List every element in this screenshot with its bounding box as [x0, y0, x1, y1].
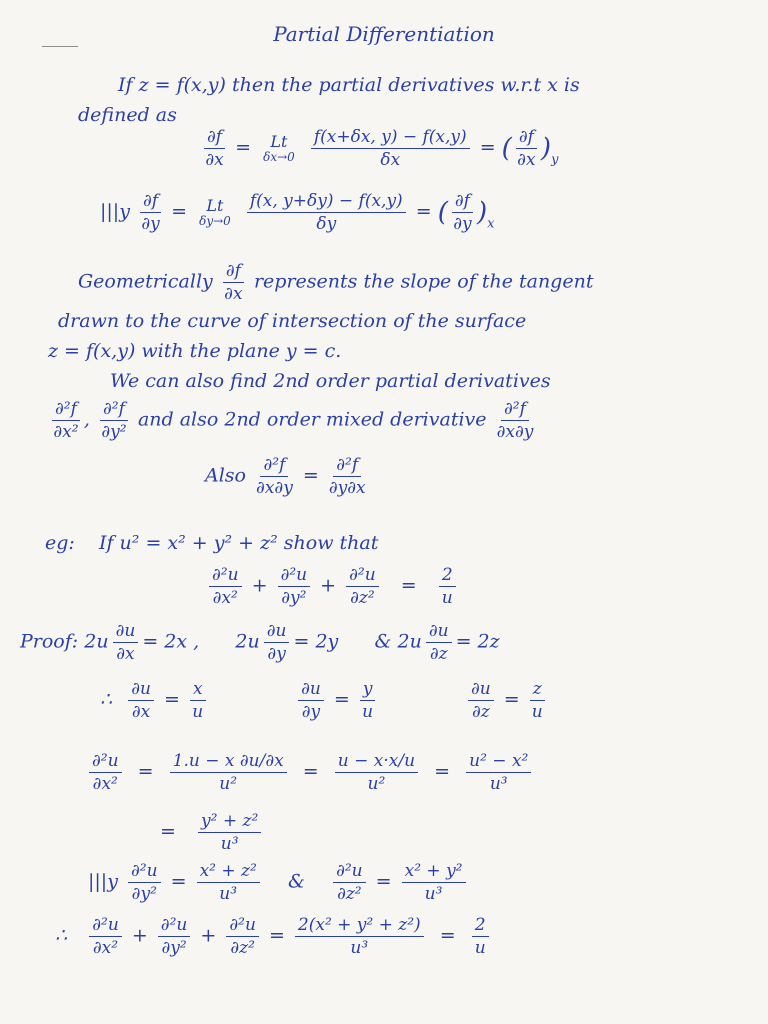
intro-line-1: If z = f(x,y) then the partial derivatives w.r.t x is	[118, 74, 580, 96]
df-dx-fraction: $\frac{\partial f}{\partial x}$	[205, 127, 224, 170]
d2f-dydx-fraction: $\frac{\text{∂²f}}{\partial y\partial x}$	[328, 455, 366, 498]
limit-operator: Lt δy→0	[199, 196, 231, 228]
df-dx-rhs: $\frac{\partial f}{\partial x}$	[517, 127, 536, 170]
definition-x: $\frac{\partial f}{\partial x}$ = Lt δx→0 $\frac{f(x+\delta x, y) - f(x,y)}{\delta x}$ = ( $\frac{\partial f}{\partial x}$ )$_y$	[205, 127, 559, 170]
d2f-dx2-fraction: $\frac{\text{∂²f}}{\text{∂x²}}$	[53, 399, 79, 442]
difference-quotient-x: $\frac{f(x+\delta x, y) - f(x,y)}{\delta x}$	[311, 128, 470, 169]
second-derivatives-yz: |||y $\frac{\text{∂²u}}{\text{∂y²}}$ = $\frac{\text{x² + z²}}{\text{u³}}$ & $\frac{\text{∂²u}}{\text{∂z²}}$ = $\frac{\text{x² + y²}}{\text{u³}}$	[88, 862, 470, 903]
quotient-step-2: $\frac{u - x\cdot x/u}{\text{u²}}$	[335, 752, 418, 793]
du-dy-fraction: $\frac{\partial u}{\partial y}$	[264, 622, 290, 663]
du-dz-fraction: $\frac{\partial u}{\partial z}$	[468, 680, 494, 721]
du-dx-fraction: $\frac{\partial u}{\partial x}$	[128, 680, 154, 721]
two-over-u-fraction: $\frac{2}{u}$	[472, 916, 489, 957]
sum-over-u3-fraction: $\frac{\text{2(x² + y² + z²)}}{\text{u³}}$	[295, 916, 424, 957]
proof-line-1: Proof: 2u $\frac{\partial u}{\partial x}$ = 2x , 2u $\frac{\partial u}{\partial y}$ = 2y & 2u $\frac{\partial u}{\partial z}$ = 2z	[20, 621, 500, 664]
mixed-equality: Also $\frac{\text{∂²f}}{\partial x\partial y}$ = $\frac{\text{∂²f}}{\partial y\partial x}$	[205, 455, 366, 498]
quotient-step-4: $\frac{\text{y² + z²}}{\text{u³}}$	[198, 812, 261, 853]
difference-quotient-y: $\frac{f(x, y+\delta y) - f(x,y)}{\delta y}$	[247, 192, 406, 233]
xy-over-u3-fraction: $\frac{\text{x² + y²}}{\text{u³}}$	[402, 862, 466, 903]
z-over-u-fraction: $\frac{z}{u}$	[530, 680, 545, 721]
geometric-line-2: drawn to the curve of intersection of the surface	[58, 310, 527, 332]
d2u-dy2-fraction: $\frac{\text{∂²u}}{\text{∂y²}}$	[158, 916, 191, 957]
two-over-u-fraction: $\frac{2}{u}$	[439, 566, 456, 607]
d2u-dz2-fraction: $\frac{\text{∂²u}}{\text{∂z²}}$	[346, 566, 379, 607]
page-title: Partial Differentiation	[273, 22, 495, 46]
second-derivative-x: $\frac{\text{∂²u}}{\text{∂x²}}$ = $\frac{1.u - x \partial u/\partial x}{\text{u²}}$ = $\frac{u - x\cdot x/u}{\text{u²}}$ = $\frac{\text{u² − x²}}{\text{u³}}$	[85, 752, 535, 793]
x-over-u-fraction: $\frac{x}{u}$	[190, 680, 206, 721]
definition-y: |||y $\frac{\partial f}{\partial y}$ = Lt δy→0 $\frac{f(x, y+\delta y) - f(x,y)}{\delta y}$ = ( $\frac{\partial f}{\partial y}$ )$_x$	[100, 191, 495, 234]
du-dz-fraction: $\frac{\partial u}{\partial z}$	[426, 622, 452, 663]
d2u-dx2-fraction: $\frac{\text{∂²u}}{\text{∂x²}}$	[209, 566, 242, 607]
du-dy-fraction: $\frac{\partial u}{\partial y}$	[298, 680, 324, 721]
final-result: ∴ $\frac{\text{∂²u}}{\text{∂x²}}$ + $\frac{\text{∂²u}}{\text{∂y²}}$ + $\frac{\text{∂²u}}{\text{∂z²}}$ = $\frac{\text{2(x² + y² + z²)}}{\text{u³}}$ = $\frac{2}{u}$	[55, 916, 493, 957]
d2u-dx2-fraction: $\frac{\text{∂²u}}{\text{∂x²}}$	[89, 916, 122, 957]
df-dy-fraction: $\frac{\partial f}{\partial y}$	[141, 191, 160, 234]
d2f-dy2-fraction: $\frac{\text{∂²f}}{\text{∂y²}}$	[101, 399, 127, 442]
example-claim: $\frac{\text{∂²u}}{\text{∂x²}}$ + $\frac{\text{∂²u}}{\text{∂y²}}$ + $\frac{\text{∂²u}}{\text{∂z²}}$ = $\frac{2}{u}$	[205, 566, 460, 607]
limit-operator: Lt δx→0	[263, 132, 295, 164]
d2u-dz2-fraction: $\frac{\text{∂²u}}{\text{∂z²}}$	[226, 916, 259, 957]
d2u-dy2-fraction: $\frac{\text{∂²u}}{\text{∂y²}}$	[278, 566, 311, 607]
intro-line-2: defined as	[78, 104, 177, 126]
xz-over-u3-fraction: $\frac{\text{x² + z²}}{\text{u³}}$	[197, 862, 260, 903]
margin-dash	[42, 46, 78, 47]
d2u-dy2-fraction: $\frac{\text{∂²u}}{\text{∂y²}}$	[128, 862, 161, 903]
second-order-line-2: $\frac{\text{∂²f}}{\text{∂x²}}$ , $\frac{\text{∂²f}}{\text{∂y²}}$ and also 2nd order mixed derivative $\frac{\text{∂²f}}{\partial x\partial y}$	[53, 399, 534, 442]
d2u-dx2-fraction: $\frac{\text{∂²u}}{\text{∂x²}}$	[89, 752, 122, 793]
geometric-line-3: z = f(x,y) with the plane y = c.	[48, 340, 342, 362]
d2u-dz2-fraction: $\frac{\text{∂²u}}{\text{∂z²}}$	[333, 862, 366, 903]
y-over-u-fraction: $\frac{y}{u}$	[360, 680, 376, 721]
quotient-step-1: $\frac{1.u - x \partial u/\partial x}{\text{u²}}$	[170, 752, 287, 793]
d2f-dxdy-fraction: $\frac{\text{∂²f}}{\partial x\partial y}$	[496, 399, 534, 442]
du-dx-fraction: $\frac{\partial u}{\partial x}$	[113, 622, 139, 663]
df-dx-fraction: $\frac{\partial f}{\partial x}$	[224, 261, 243, 304]
quotient-step-3: $\frac{\text{u² − x²}}{\text{u³}}$	[466, 752, 531, 793]
proof-line-2: ∴ $\frac{\partial u}{\partial x}$ = $\frac{x}{u}$ $\frac{\partial u}{\partial y}$ = $\frac{y}{u}$ $\frac{\partial u}{\partial z}$ = $\frac{z}{u}$	[100, 680, 549, 721]
geometric-line-1: Geometrically $\frac{\partial f}{\partial x}$ represents the slope of the tangent	[78, 261, 594, 304]
d2f-dxdy-fraction: $\frac{\text{∂²f}}{\partial x\partial y}$	[256, 455, 293, 498]
df-dy-rhs: $\frac{\partial f}{\partial y}$	[453, 191, 472, 234]
example-statement: eg: If u² = x² + y² + z² show that	[45, 532, 379, 554]
second-derivative-x-result: = $\frac{\text{y² + z²}}{\text{u³}}$	[160, 812, 265, 853]
second-order-line-1: We can also find 2nd order partial derivatives	[110, 370, 551, 392]
